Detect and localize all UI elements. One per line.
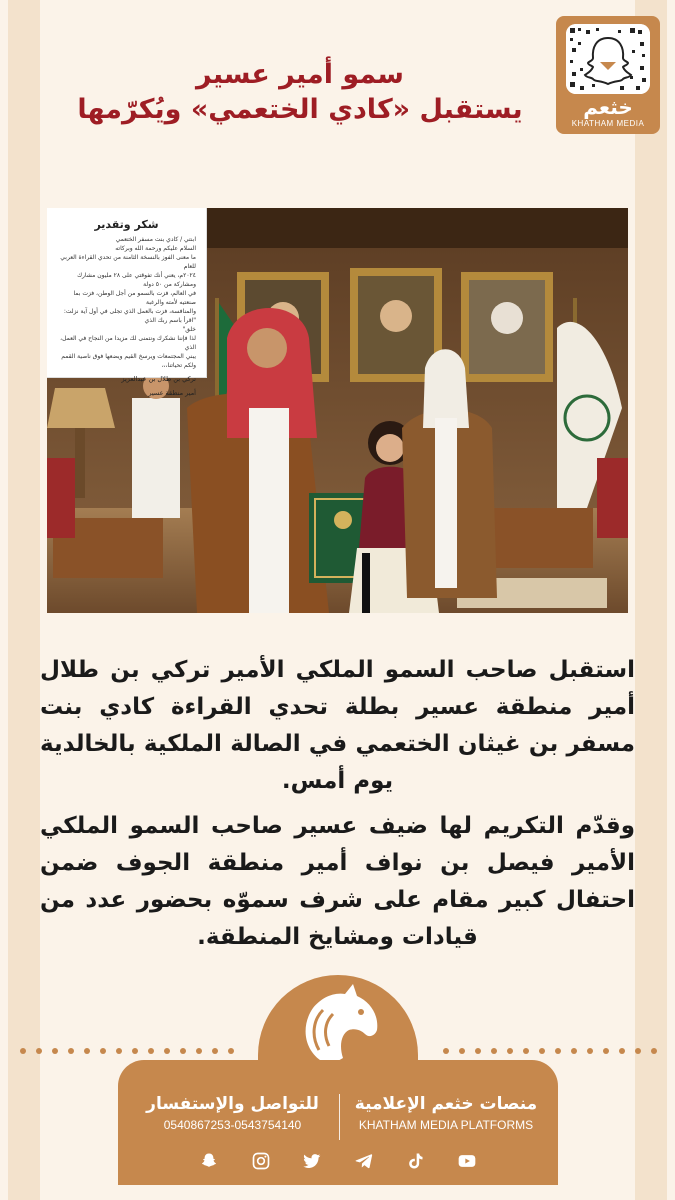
letter-signature: تركي بن طلال بن عبدالعزيز [121, 375, 196, 383]
footer-platforms [346, 1092, 546, 1134]
logo-english-text: KHATHAM MEDIA [571, 119, 645, 128]
headline-line-1: سمو أمير عسير [196, 59, 404, 90]
telegram-icon[interactable] [353, 1150, 375, 1172]
letter-line: ابنتي / كادي بنت مسفر الختعمي [115, 236, 196, 243]
logo-arabic-text: خثعم [583, 95, 633, 119]
footer-contact [130, 1092, 335, 1134]
snapchat-qr-code [566, 24, 650, 94]
letter-line: يبني المجتمعات ويرسخ القيم ويضعها فوق ناصية القمم [61, 353, 196, 360]
instagram-icon[interactable] [250, 1150, 272, 1172]
twitter-icon[interactable] [301, 1150, 323, 1172]
letter-line: ٢٠٢٤م، يعني أنك تفوقتي على ٢٨ مليون مشارك ومشاركة من ٥٠ دولة [77, 272, 196, 288]
headline-line-2: يستقبل «كادي الختعمي» ويُكرّمها [77, 94, 523, 125]
letter-line: والمنافسة، فزت بالعمل الذي تجلى في أول آية نزلت: "اقرأ باسم ربك الذي [63, 308, 196, 324]
footer-phone-numbers[interactable]: 0540867253-0543754140 [163, 1118, 302, 1132]
footer-separator [339, 1094, 340, 1140]
event-photo [47, 208, 628, 613]
footer-platforms-english: KHATHAM MEDIA PLATFORMS [358, 1118, 534, 1132]
letter-signature-title: أمير منطقة عسير [148, 389, 196, 397]
letter-title: شكر وتقدير [94, 218, 159, 231]
khatham-logo [556, 16, 660, 134]
footer-contact-label: للتواصل والإستفسار [146, 1094, 319, 1114]
body-paragraph-1: استقبل صاحب السمو الملكي الأمير تركي بن طلال أمير منطقة عسير بطلة تحدي القراءة كادي بنت مسفر بن غيثان الختعمي في الصالة الملكية بالخالدية يوم أمس. [40, 657, 635, 794]
letter-line: لذا فإننا نشكرك ونتمنى لك مزيدا من النجاح في العمل، الذي [60, 335, 196, 351]
footer-panel [118, 1060, 558, 1185]
right-decor-band [635, 0, 667, 1200]
horse-logo-icon [283, 980, 393, 1070]
letter-line: السلام عليكم ورحمة الله وبركاته [115, 245, 196, 252]
social-links [198, 1150, 478, 1176]
left-decor-band [8, 0, 40, 1200]
letter-line: ولكم تحياتنا،،، [161, 362, 196, 369]
youtube-icon[interactable] [456, 1150, 478, 1172]
snapchat-icon[interactable] [198, 1150, 220, 1172]
letter-line: ما معنى الفوز بالنسخة الثامنة من تحدي القراءة العربي للعام [60, 254, 196, 270]
tiktok-icon[interactable] [404, 1150, 426, 1172]
letter-line: في العالم، فزت بالسمو من أجل الوطن، فزت بما صنعتيه لأمته والرغبة [73, 290, 196, 306]
letter-line: خلق" [182, 326, 196, 333]
body-paragraph-2: وقدّم التكريم لها ضيف عسير صاحب السمو الملكي الأمير فيصل بن نواف أمير منطقة الجوف ضمن احتفال كبير مقام على شرف سموّه بحضور عدد من قيادات ومشايخ المنطقة. [40, 813, 635, 950]
thank-you-letter [47, 208, 207, 397]
headline [60, 58, 540, 128]
footer-platforms-arabic: منصات خثعم الإعلامية [354, 1094, 538, 1114]
